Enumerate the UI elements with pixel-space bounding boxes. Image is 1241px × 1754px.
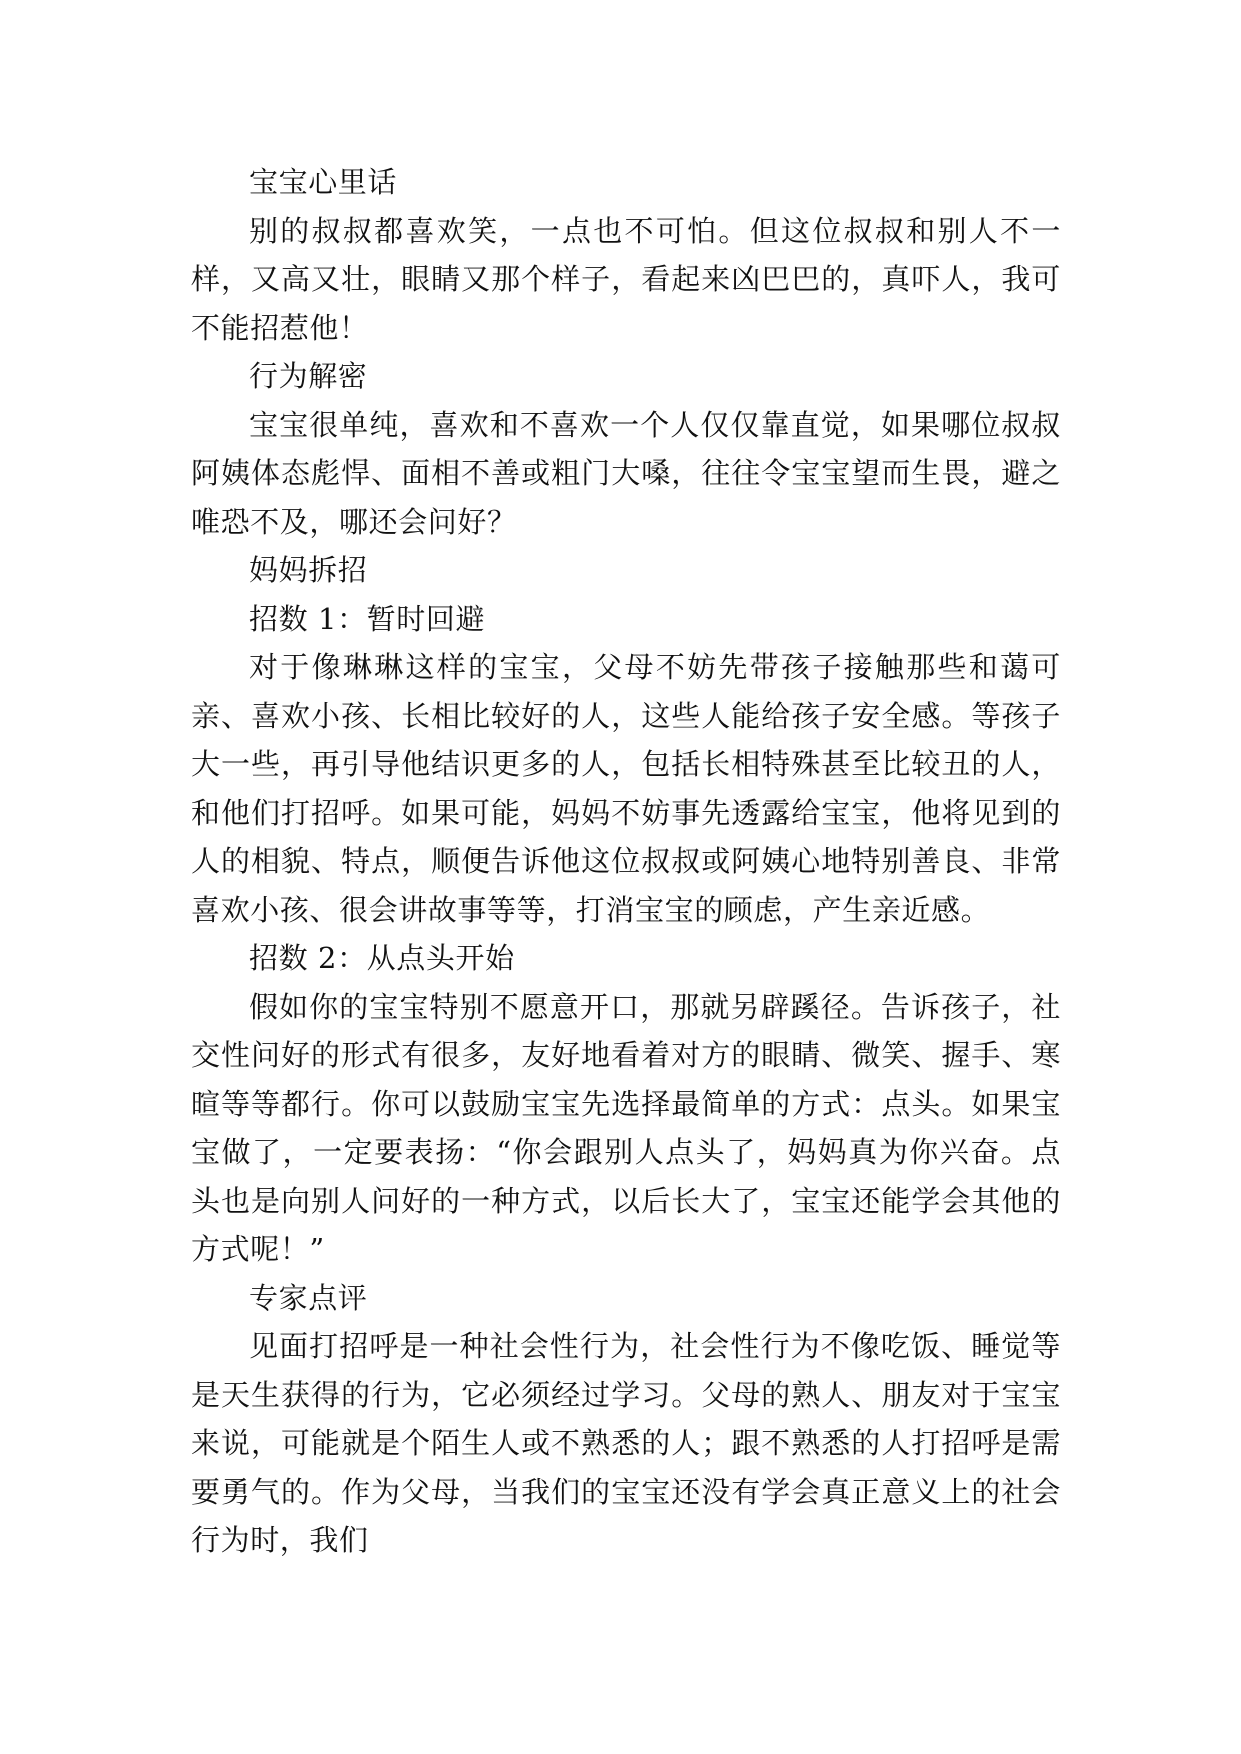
section-heading-expert-review: 专家点评 xyxy=(249,1280,368,1315)
section-heading-behavior-decoded: 行为解密 xyxy=(249,359,368,393)
section-heading-baby-thoughts: 宝宝心里话 xyxy=(249,165,398,199)
tip-1-paragraph: 对于像琳琳这样的宝宝，父母不妨先带孩子接触那些和蔼可亲、喜欢小孩、长相比较好的人，这些人能给孩子安全感。等孩子大一些，再引导他结识更多的人，包括长相特殊甚至比较丑的人，和他们打招呼。如果可能，妈妈不妨事先透露给宝宝，他将见到的人的相貌、特点，顺便告诉他这位叔叔或阿姨心地特别善良、非常喜欢小孩、很会讲故事等等，打消宝宝的顾虑，产生亲近感。 xyxy=(191,650,1061,927)
tip-2-paragraph: 假如你的宝宝特别不愿意开口，那就另辟蹊径。告诉孩子，社交性问好的形式有很多，友好地看着对方的眼睛、微笑、握手、寒暄等等都行。你可以鼓励宝宝先选择最简单的方式：点头。如果宝宝做了，一定要表扬：“你会跟别人点头了，妈妈真为你兴奋。点头也是向别人问好的一种方式，以后长大了，宝宝还能学会其他的方式呢！” xyxy=(191,989,1061,1266)
tip-2-heading: 招数 2：从点头开始 xyxy=(249,941,515,975)
section-heading-mom-tips: 妈妈拆招 xyxy=(249,553,368,587)
tip-1-heading: 招数 1：暂时回避 xyxy=(249,601,486,636)
article-body xyxy=(191,158,1061,1565)
paragraph-expert-review: 见面打招呼是一种社会性行为，社会性行为不像吃饭、睡觉等是天生获得的行为，它必须经过学习。父母的熟人、朋友对于宝宝来说，可能就是个陌生人或不熟悉的人；跟不熟悉的人打招呼是需要勇气的。作为父母，当我们的宝宝还没有学会真正意义上的社会行为时，我们 xyxy=(191,1329,1061,1557)
paragraph-behavior-decoded: 宝宝很单纯，喜欢和不喜欢一个人仅仅靠直觉，如果哪位叔叔阿姨体态彪悍、面相不善或粗门大嗓，往往令宝宝望而生畏，避之唯恐不及，哪还会问好？ xyxy=(191,407,1061,539)
paragraph-baby-thoughts: 别的叔叔都喜欢笑，一点也不可怕。但这位叔叔和别人不一样，又高又壮，眼睛又那个样子，看起来凶巴巴的，真吓人，我可不能招惹他！ xyxy=(191,213,1061,345)
